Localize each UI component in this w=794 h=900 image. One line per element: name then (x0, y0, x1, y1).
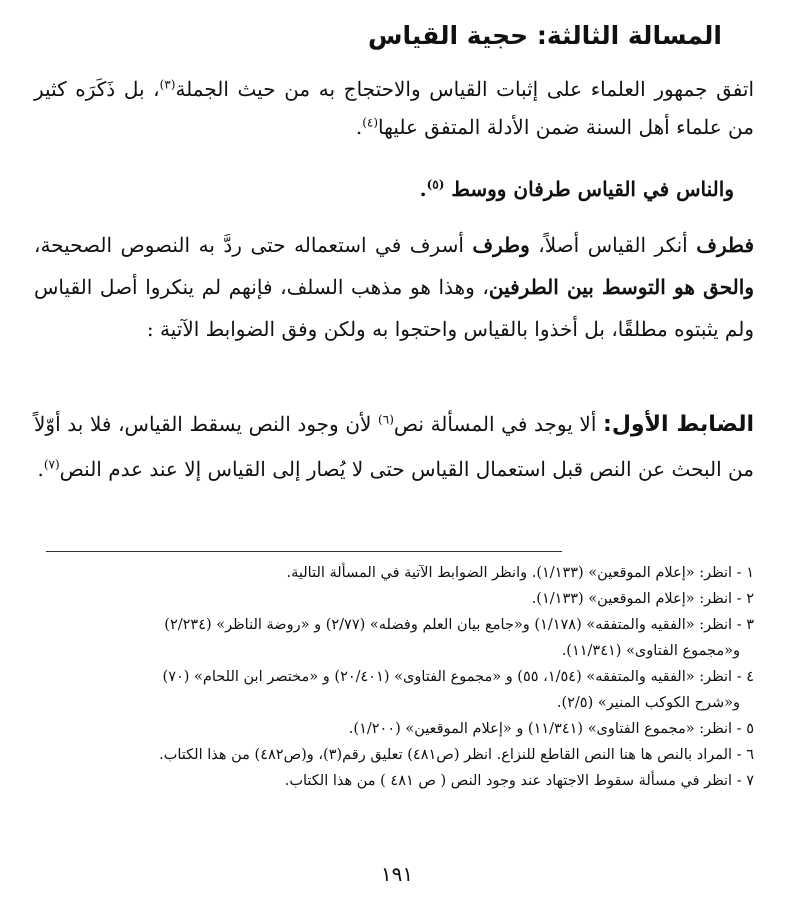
paragraph-text: والناس في القياس طرفان ووسط (451, 177, 734, 201)
footnote-ref[interactable]: (٤) (362, 115, 379, 130)
footnote-item: ٦ - المراد بالنص ها هنا النص القاطع للنزاع. انظر (ص٤٨١) تعليق رقم(٣)، و(ص٤٨٢) من هذا الكتاب. (159, 747, 754, 763)
paragraph-people-positions (14, 170, 734, 208)
paragraph-text: اتفق جمهور العلماء على إثبات القياس والاحتجاج به من حيث الجملة (175, 77, 754, 101)
paragraph-text: . (355, 115, 363, 139)
paragraph-text: . (419, 177, 427, 201)
footnote-ref[interactable]: (٧) (43, 457, 60, 472)
paragraph-text: لأن وجود النص يسقط القياس، فلا بد أوّلاً من البحث عن النص قبل استعمال القياس حتى لا يُصار إلى القياس إلا عند عدم النص (34, 412, 754, 481)
paragraph-text: ، بل ذَكَرَه كثير من علماء أهل السنة ضمن الأدلة المتفق عليها (34, 77, 754, 139)
paragraph-two-extremes (34, 224, 754, 350)
footnote-item-continuation: و«مجموع الفتاوى» (١١/٣٤١). (561, 643, 740, 659)
bold-term: والحق هو التوسط بين الطرفين (488, 275, 754, 299)
footnote-ref[interactable]: (٣) (159, 77, 176, 92)
footnote-divider (46, 551, 562, 552)
paragraph-text: ، وهذا هو مذهب السلف، فإنهم لم ينكروا أصل القياس ولم يثبتوه مطلقًا، بل أخذوا بالقياس واحتجوا به ولكن وفق الضوابط الآتية : (34, 275, 754, 341)
paragraph-text: أسرف في استعماله حتى ردَّ به النصوص الصحيحة، (34, 233, 473, 257)
paragraph-text: ألا يوجد في المسألة نص (393, 412, 604, 436)
page-number: ١٩١ (380, 862, 414, 886)
bold-term: فطرف (696, 233, 754, 257)
footnote-ref[interactable]: (٦) (378, 412, 394, 427)
footnote-item: ٣ - انظر: «الفقيه والمتفقه» (١/١٧٨) و«جامع بيان العلم وفضله» (٢/٧٧) و «روضة الناظر» (٢/٢٣٤) (164, 617, 754, 633)
paragraph-text: أنكر القياس أصلاً، (529, 233, 697, 257)
bold-term: وطرف (472, 233, 530, 257)
paragraph-consensus (34, 70, 754, 146)
rule-heading: الضابط الأول: (603, 412, 754, 437)
footnote-item: ٢ - انظر: «إعلام الموقعين» (١/١٣٣). (531, 591, 754, 607)
section-heading: المسالة الثالثة: حجية القياس (368, 21, 722, 50)
footnote-item: ٥ - انظر: «مجموع الفتاوى» (١١/٣٤١) و «إعلام الموقعين» (١/٢٠٠). (348, 721, 754, 737)
footnotes (24, 560, 754, 794)
footnote-item: ٧ - انظر في مسألة سقوط الاجتهاد عند وجود النص ( ص ٤٨١ ) من هذا الكتاب. (284, 773, 754, 789)
footnote-item-continuation: و«شرح الكوكب المنير» (٢/٥). (556, 695, 740, 711)
paragraph-first-rule (34, 402, 754, 491)
footnote-item: ١ - انظر: «إعلام الموقعين» (١/١٣٣). وانظر الضوابط الآتية في المسألة التالية. (286, 565, 754, 581)
footnote-ref[interactable]: (٥) (426, 177, 445, 192)
footnote-item: ٤ - انظر: «الفقيه والمتفقه» (١/٥٤، ٥٥) و «مجموع الفتاوى» (٢٠/٤٠١) و «مختصر ابن اللحام» (٧٠) (162, 669, 754, 685)
paragraph-text: . (37, 457, 44, 481)
